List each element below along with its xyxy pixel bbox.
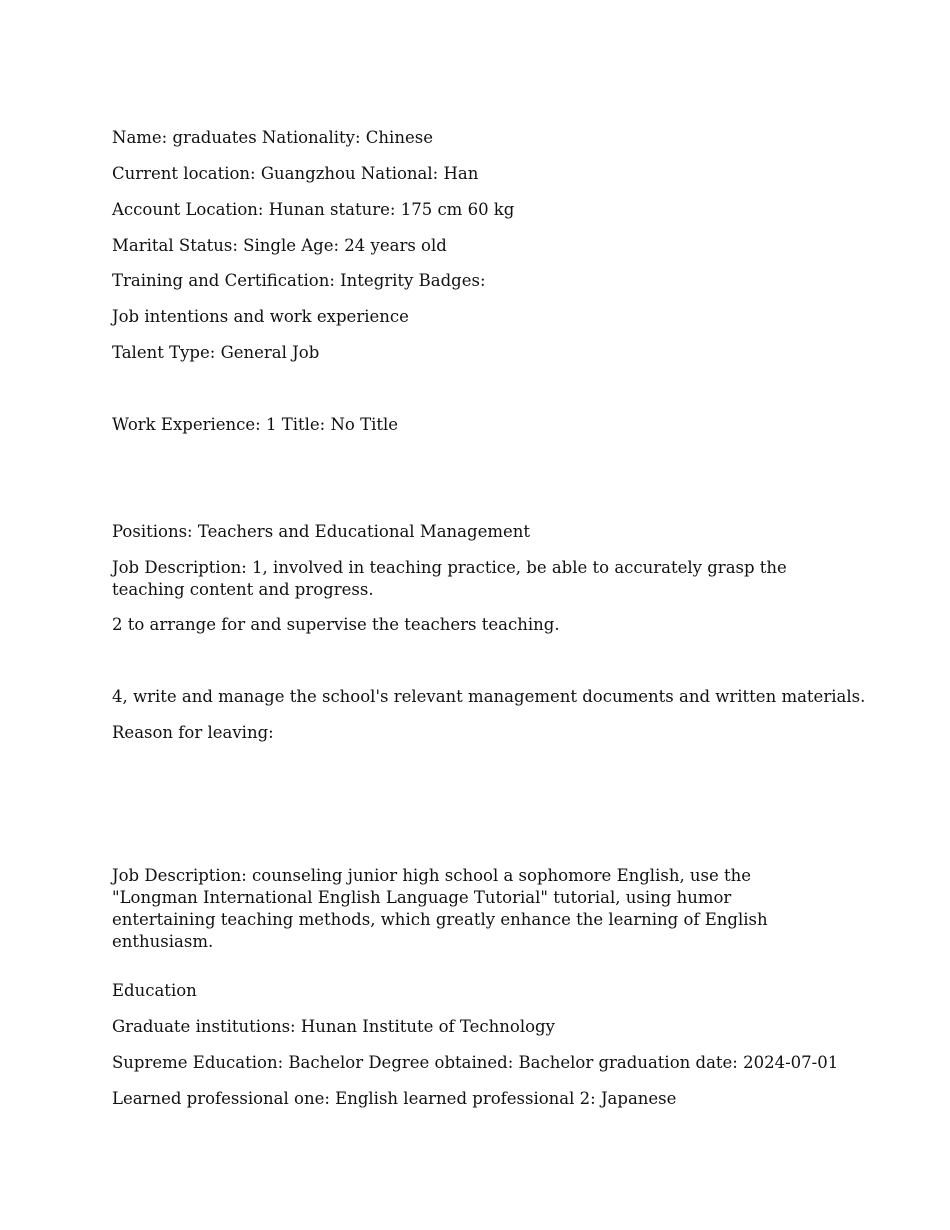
- training-certification-line: Training and Certification: Integrity Badges:: [112, 271, 486, 290]
- job-description-counseling: Job Description: counseling junior high school a sophomore English, use the "Longman International English Language Tutorial" tutorial, using humor entertaining teaching methods, which greatly enhance the learning of English enthusiasm.: [112, 866, 768, 951]
- current-location-line: Current location: Guangzhou National: Han: [112, 164, 479, 183]
- job-description-4: 4, write and manage the school's relevant management documents and written materials.: [112, 687, 866, 706]
- job-intentions-heading: Job intentions and work experience: [112, 307, 409, 326]
- marital-status-line: Marital Status: Single Age: 24 years old: [112, 236, 447, 255]
- talent-type-line: Talent Type: General Job: [112, 343, 320, 362]
- name-nationality-line: Name: graduates Nationality: Chinese: [112, 128, 433, 147]
- education-heading: Education: [112, 981, 197, 1000]
- work-experience-line: Work Experience: 1 Title: No Title: [112, 415, 399, 434]
- positions-line: Positions: Teachers and Educational Management: [112, 522, 531, 541]
- job-description-2: 2 to arrange for and supervise the teachers teaching.: [112, 615, 560, 634]
- reason-for-leaving-line: Reason for leaving:: [112, 723, 274, 742]
- supreme-education-line: Supreme Education: Bachelor Degree obtained: Bachelor graduation date: 2024-07-01: [112, 1053, 839, 1072]
- job-description-1: Job Description: 1, involved in teaching practice, be able to accurately grasp the teaching content and progress.: [112, 558, 787, 599]
- learned-professional-line: Learned professional one: English learned professional 2: Japanese: [112, 1089, 677, 1108]
- graduate-institution-line: Graduate institutions: Hunan Institute of Technology: [112, 1017, 555, 1036]
- account-location-line: Account Location: Hunan stature: 175 cm 60 kg: [112, 200, 515, 219]
